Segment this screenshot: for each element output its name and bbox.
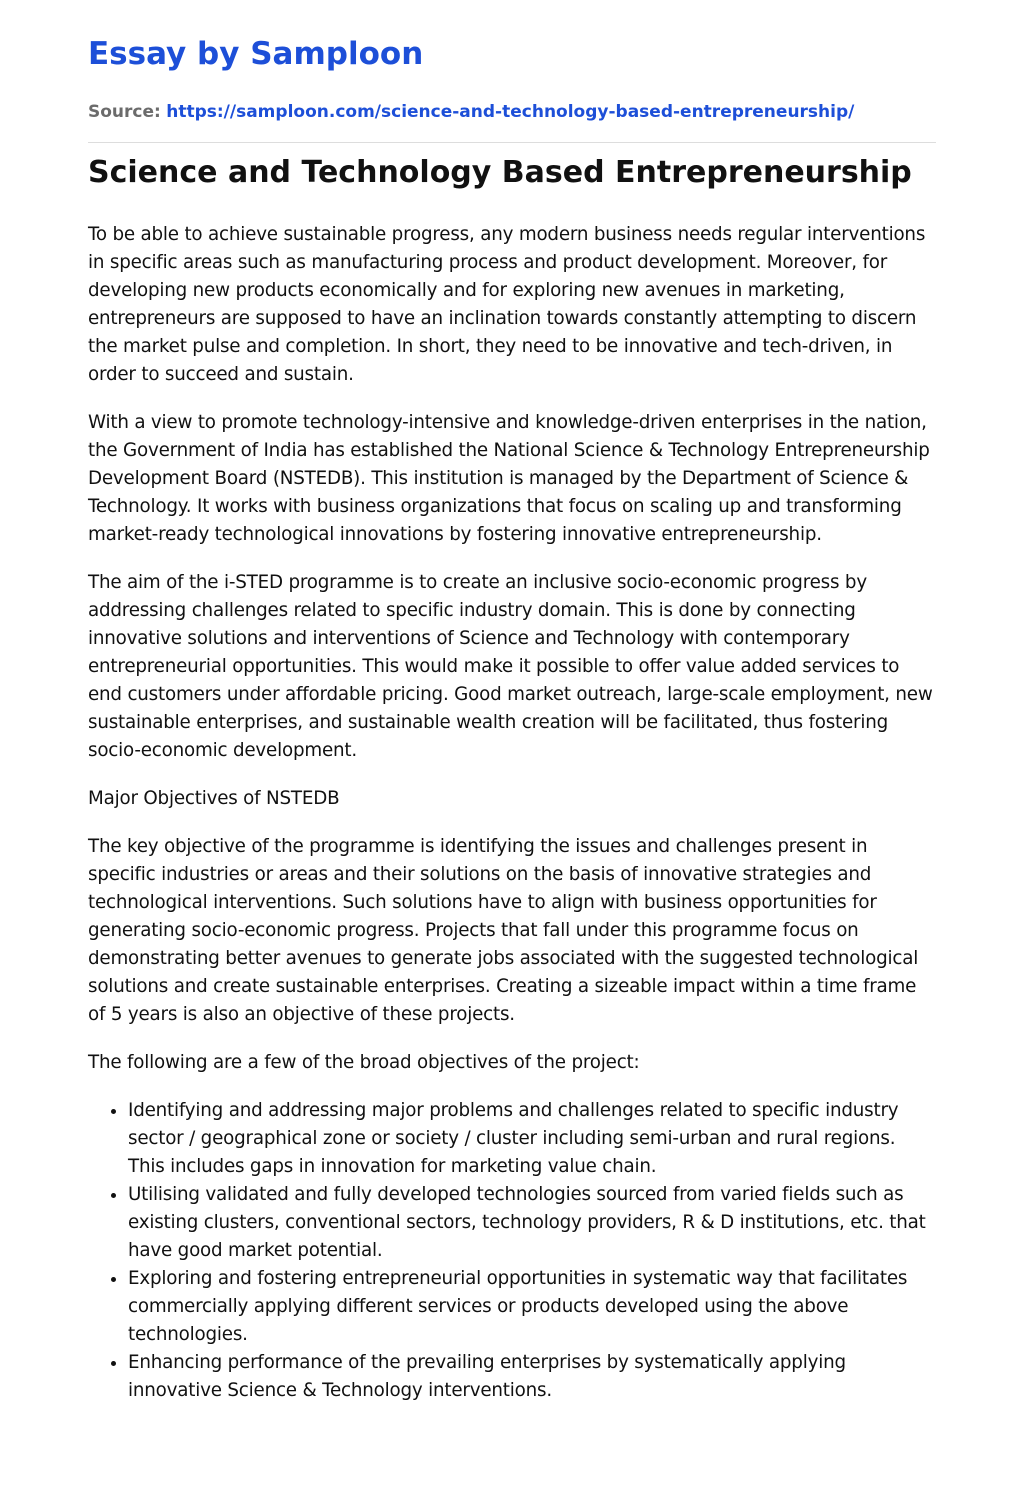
- brand-title: Essay by Samploon: [88, 36, 424, 72]
- list-intro: The following are a few of the broad objectives of the project:: [88, 1052, 640, 1073]
- list-item: • Identifying and addressing major problems and challenges related to specific industry sector / geographical zone or society / cluster including semi-urban and rural regions. This includes gaps in innovation for marketing value chain.: [128, 1097, 936, 1181]
- source-link[interactable]: https://samploon.com/science-and-technology-based-entrepreneurship/: [166, 102, 855, 122]
- list-item: • Utilising validated and fully developed technologies sourced from varied fields such as existing clusters, conventional sectors, technology providers, R & D institutions, etc. that have good market potential.: [128, 1181, 936, 1265]
- objectives-paragraph: The key objective of the programme is identifying the issues and challenges present in specific industries or areas and their solutions on the basis of innovative strategies and technological interventions. Such solutions have to align with business opportunities for generating socio-economic progress. Projects that fall under this programme focus on demonstrating better avenues to generate jobs associated with the suggested technological solutions and create sustainable enterprises. Creating a sizeable impact within a time frame of 5 years is also an objective of these projects.: [88, 836, 919, 1025]
- list-item: • Exploring and fostering entrepreneurial opportunities in systematic way that facilitates commercially applying different services or products developed using the above technologies.: [128, 1265, 936, 1349]
- source-line: [88, 102, 854, 122]
- source-label: Source:: [88, 102, 161, 122]
- paragraph: With a view to promote technology-intensive and knowledge-driven enterprises in the nation, the Government of India has established the National Science & Technology Entrepreneurship Development Board (NSTEDB). This institution is managed by the Department of Science & Technology. It works with business organizations that focus on scaling up and transforming market-ready technological innovations by fostering innovative entrepreneurship.: [88, 412, 930, 545]
- paragraph: To be able to achieve sustainable progress, any modern business needs regular interventions in specific areas such as manufacturing process and product development. Moreover, for developing new products economically and for exploring new avenues in marketing, entrepreneurs are supposed to have an inclination towards constantly attempting to discern the market pulse and completion. In short, they need to be innovative and tech-driven, in order to succeed and sustain.: [88, 224, 926, 385]
- article-body: [88, 221, 936, 1405]
- header-divider: [88, 142, 936, 143]
- objectives-list: [88, 1097, 936, 1405]
- paragraph: The aim of the i-STED programme is to create an inclusive socio-economic progress by addressing challenges related to specific industry domain. This is done by connecting innovative solutions and interventions of Science and Technology with contemporary entrepreneurial opportunities. This would make it possible to offer value added services to end customers under affordable pricing. Good market outreach, large-scale employment, new sustainable enterprises, and sustainable wealth creation will be facilitated, thus fostering socio-economic development.: [88, 572, 933, 761]
- article-title: Science and Technology Based Entrepreneurship: [88, 155, 912, 190]
- list-item: • Enhancing performance of the prevailing enterprises by systematically applying innovative Science & Technology interventions.: [128, 1349, 936, 1405]
- section-subheading: Major Objectives of NSTEDB: [88, 788, 340, 809]
